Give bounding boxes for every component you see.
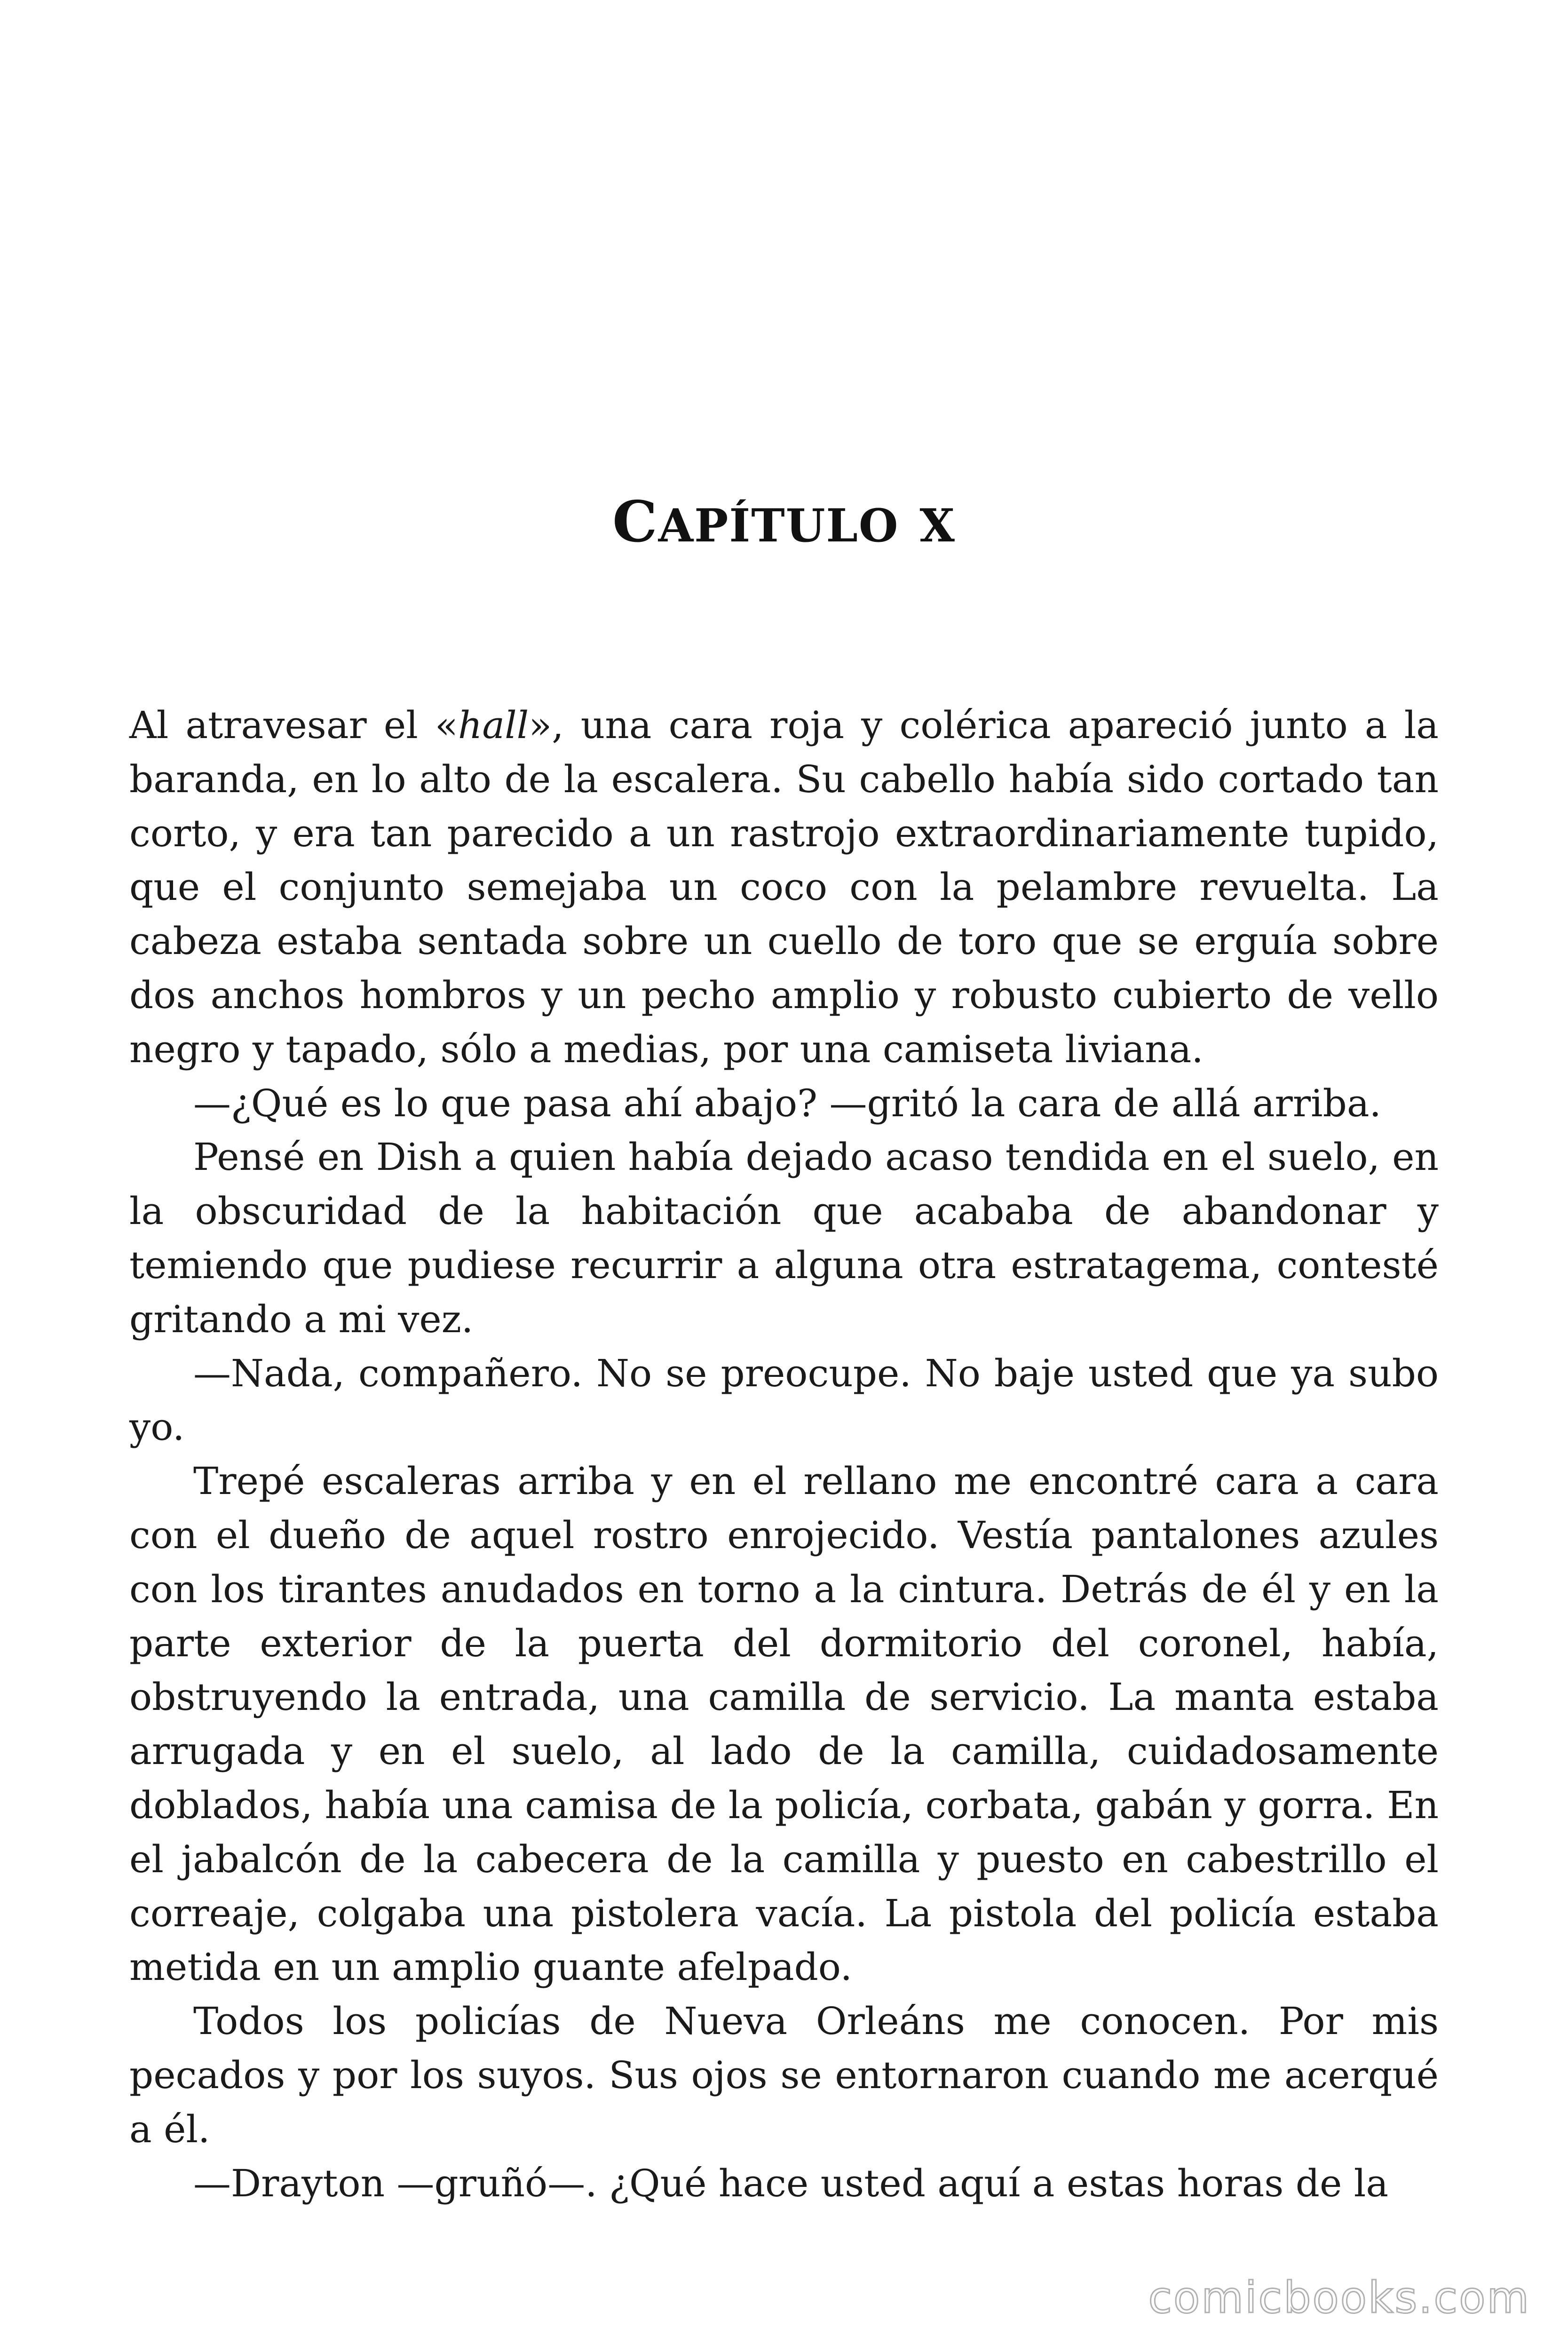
chapter-body — [129, 699, 1439, 2210]
paragraph-3: Pensé en Dish a quien había dejado acaso tendida en el suelo, en la obscuridad de la habitación que acababa de abandonar y temiendo que pudiese recurrir a alguna otra estratagema, contesté gritando a mi vez. — [129, 1135, 1439, 1341]
paragraph-2: —¿Qué es lo que pasa ahí abajo? —gritó la cara de allá arriba. — [193, 1081, 1381, 1125]
chapter-title-rest: APÍTULO — [658, 499, 899, 553]
chapter-title-number: X — [919, 499, 956, 553]
paragraph-1-italic-word: hall — [458, 703, 529, 747]
paragraph-7: —Drayton —gruñó—. ¿Qué hace usted aquí a estas horas de la — [193, 2161, 1389, 2205]
paragraph-4: —Nada, compañero. No se preocupe. No baje usted que ya subo yo. — [129, 1351, 1439, 1449]
watermark-text: comicbooks.com — [1148, 2273, 1530, 2323]
paragraph-1-part-3: », una cara roja y colérica apareció junto a la baranda, en lo alto de la escalera. Su cabello había sido cortado tan corto, y era tan parecido a un rastrojo extraordinariamente tupido, que el conjunto semejaba un coco con la pelambre revuelta. La cabeza estaba sentada sobre un cuello de toro que se erguía sobre dos anchos hombros y un pecho amplio y robusto cubierto de vello negro y tapado, sólo a medias, por una camiseta liviana. — [129, 703, 1439, 1071]
chapter-title-initial: C — [612, 489, 658, 556]
chapter-title — [0, 489, 1568, 559]
paragraph-6: Todos los policías de Nueva Orleáns me conocen. Por mis pecados y por los suyos. Sus ojos se entornaron cuando me acerqué a él. — [129, 1999, 1439, 2151]
paragraph-1 — [129, 699, 1439, 1077]
paragraph-1-part-1: Al atravesar el « — [129, 703, 458, 747]
paragraph-5: Trepé escaleras arriba y en el rellano me encontré cara a cara con el dueño de aquel rostro enrojecido. Vestía pantalones azules con los tirantes anudados en torno a la cintura. Detrás de él y en la parte exterior de la puerta del dormitorio del coronel, había, obstruyendo la entrada, una camilla de servicio. La manta estaba arrugada y en el suelo, al lado de la camilla, cuidadosamente doblados, había una camisa de la policía, corbata, gabán y gorra. En el jabalcón de la cabecera de la camilla y puesto en cabestrillo el correaje, colgaba una pistolera vacía. La pistola del policía estaba metida en un amplio guante afelpado. — [129, 1459, 1439, 1989]
